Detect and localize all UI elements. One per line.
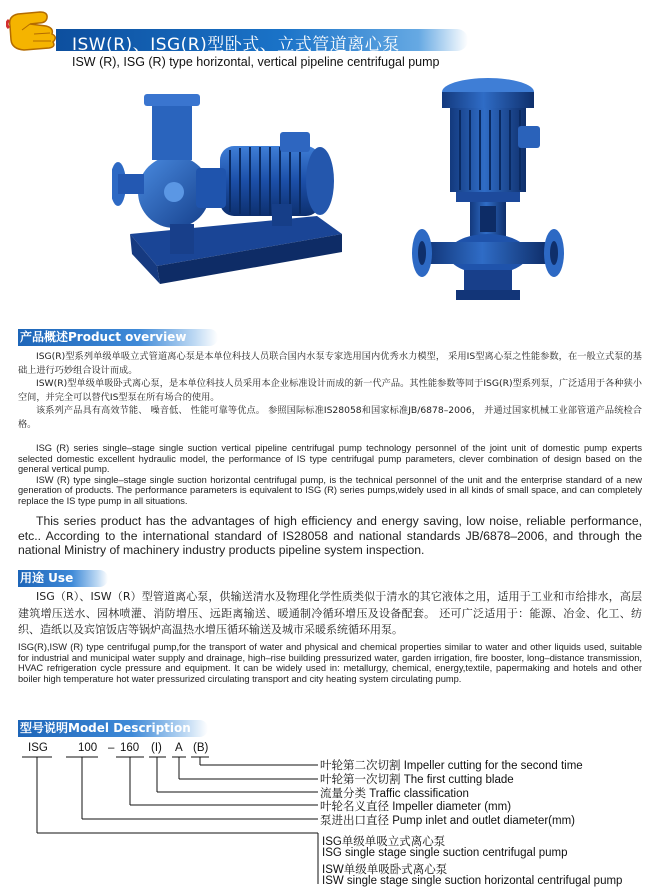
overview-heading: 产品概述Product overview [20,330,187,344]
type-isg-en: ISG single stage single suction centrifugal pump [322,847,568,859]
model-code-flow-class: (I) [151,742,162,754]
use-heading: 用途 Use [20,571,74,585]
use-en-paragraph: ISG(R),ISW (R) type centrifugal pump,for the transport of water and physical and chemical properties similar to water and other liquids used, suitable for industrial and municipal water supply and drainage, high–rise building pressurized water, garden irrigation, fire booster, long–distance transmission, HVAC refrigeration cycle pressure and equipment. It can be widely used in: metallurgy, chemical, energy,textile, papermaking and hotels and other boiler high temperature hot water pressurized circulating transport and city heating system circulating pump. [18,642,642,684]
overview-cn-paragraph-3: 该系列产品具有高效节能、 噪音低、 性能可靠等优点。 参照国际标准IS28058和国家标准JB/6878–2006， 并通过国家机械工业部管道产品统检合格。 [18,405,642,430]
model-code-first-cut: A [175,742,183,754]
model-code-inlet-diameter: 100 [78,742,98,754]
overview-en-big-paragraph: This series product has the advantages of high efficiency and energy saving, low noise, reliable performance, etc.. According to the international standard of IS28058 and national standards JB/6878–2006, and through the national Ministry of machinery industry products pipeline system inspection. [18,514,642,557]
page-subtitle: ISW (R), ISG (R) type horizontal, vertical pipeline centrifugal pump [72,55,440,69]
overview-en-paragraph-1: ISG (R) series single–stage single suction vertical pipeline centrifugal pump technology personnel of the joint unit of domestic pump experts selected domestic excellent hydraulic model, the performance of IS type centrifugal pump parameters, clever combination of design based on the general vertical pump. [18,443,642,475]
model-code-impeller-diameter: 160 [120,742,140,754]
type-isw-cn: ISW单级单吸卧式离心泵 [322,864,448,876]
legend-first-cut: 叶轮第一次切割 The first cutting blade [320,774,514,786]
legend-second-cut: 叶轮第二次切割 Impeller cutting for the second time [320,760,583,772]
model-code-series: ISG [28,742,48,754]
type-isg-cn: ISG单级单吸立式离心泵 [322,836,446,848]
overview-cn-paragraph-2: ISW(R)型单级单吸卧式离心泵，是本单位科技人员采用本企业标准设计而成的新一代产品。其性能参数等同于ISG(R)型系列泵，广泛适用于各种狭小空间，并完全可以替代IS型泵在所有场合的使用。 [18,378,642,403]
model-code-dash: – [108,742,115,754]
page-title: ISW(R)、ISG(R)型卧式、立式管道离心泵 [72,35,400,55]
model-heading: 型号说明Model Description [20,721,191,735]
overview-en-paragraph-2: ISW (R) type single–stage single suction horizontal centrifugal pump, is the technical personnel of the unit and the enterprise standard of a new generation of products. The performance parameters is equivalent to ISG (R) series pumps,widely used in all kinds of small space, and can completely replace the IS type pump in all situations. [18,474,642,506]
overview-cn-paragraph-1: ISG(R)型系列单级单吸立式管道离心泵是本单位科技人员联合国内水泵专家选用国内优秀水力模型， 采用IS型离心泵之性能参数，在一般立式泵的基础上进行巧妙组合设计而成。 [18,351,642,376]
legend-flow-class: 流量分类 Traffic classification [320,788,469,800]
legend-inlet-outlet-diameter: 泵进出口直径 Pump inlet and outlet diameter(mm) [320,815,575,827]
use-cn-paragraph: ISG（R）、ISW（R）型管道离心泵，供输送清水及物理化学性质类似于清水的其它液体之用，适用于工业和市给排水，高层建筑增压送水、园林喷灌、消防增压、远距离输送、暖通制冷循环增压及设备配套。 还可广泛适用于：能源、冶金、化工、纺织、造纸以及宾馆饭店等锅炉高温热水增压循环输送及城市采暖系统循环用泵。 [18,590,642,636]
model-code-second-cut: (B) [193,742,209,754]
legend-impeller-diameter: 叶轮名义直径 Impeller diameter (mm) [320,801,512,813]
type-isw-en: ISW single stage single suction horizontal centrifugal pump [322,875,623,887]
